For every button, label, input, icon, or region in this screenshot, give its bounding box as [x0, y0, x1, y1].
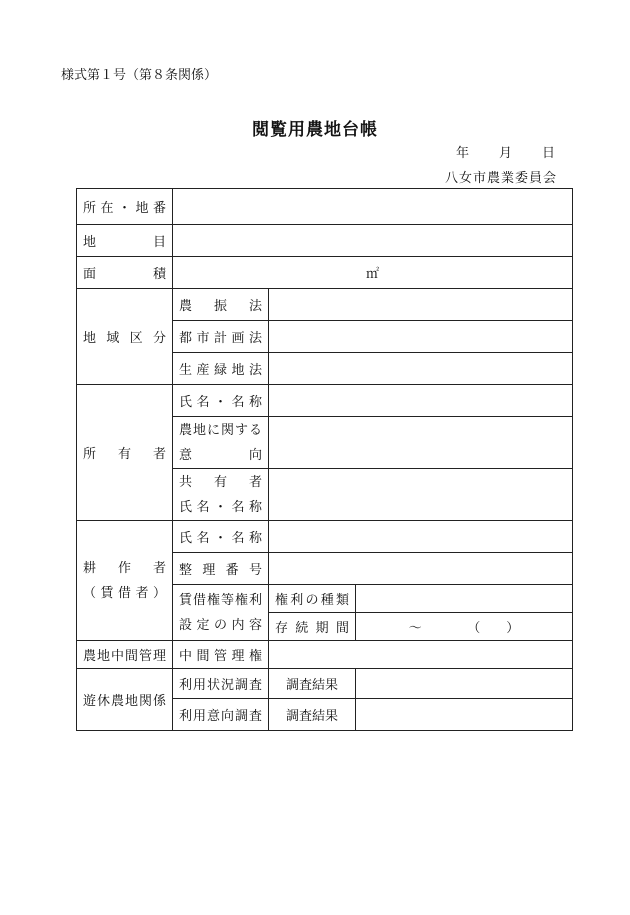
- value-owner-name[interactable]: [269, 385, 573, 417]
- label-cultivator-ref: 整理番号: [173, 553, 269, 585]
- label-zoning-agri: 農振法: [173, 289, 269, 321]
- value-cultivator-ref[interactable]: [269, 553, 573, 585]
- value-co-owner[interactable]: [269, 469, 573, 521]
- value-zoning-city[interactable]: [269, 321, 573, 353]
- label-usage-result: 調査結果: [269, 669, 356, 699]
- label-owner-intent: [173, 417, 269, 469]
- label-cultivator: [77, 521, 173, 641]
- value-intermediary[interactable]: [269, 641, 573, 669]
- row-cultivator-name: [77, 521, 573, 553]
- value-right-type[interactable]: [356, 585, 573, 613]
- cultivator-line-1: 耕 作 者: [83, 560, 166, 576]
- lease-line-1: 賃借権等権利: [179, 592, 262, 608]
- label-zoning-green: 生産緑地法: [173, 353, 269, 385]
- row-area: [77, 257, 573, 289]
- label-period: 存続期間: [269, 613, 356, 641]
- value-owner-intent[interactable]: [269, 417, 573, 469]
- label-intent-survey: 利用意向調査: [173, 699, 269, 731]
- label-area: 面 積: [77, 257, 173, 289]
- label-usage-survey: 利用状況調査: [173, 669, 269, 699]
- owner-intent-line-1: 農地に関する: [179, 422, 262, 438]
- label-intermediary-right: 中間管理権: [173, 641, 269, 669]
- form-number: 様式第１号（第８条関係）: [61, 68, 218, 83]
- label-land-category: 地 目: [77, 225, 173, 257]
- row-idle-usage: [77, 669, 573, 699]
- row-intermediary: [77, 641, 573, 669]
- label-zoning: 地域区分: [77, 289, 173, 385]
- label-right-type: 権利の種類: [269, 585, 356, 613]
- value-intent-result[interactable]: [356, 699, 573, 731]
- label-owner-name: 氏名・名称: [173, 385, 269, 417]
- label-co-owner: [173, 469, 269, 521]
- date-day: 日: [541, 146, 555, 161]
- date-line: [456, 142, 555, 161]
- label-location: 所在・地番: [77, 189, 173, 225]
- row-owner-name: [77, 385, 573, 417]
- lease-line-2: 設定の内容: [179, 617, 262, 633]
- value-area[interactable]: [173, 257, 573, 289]
- row-land-category: [77, 225, 573, 257]
- row-zoning-1: [77, 289, 573, 321]
- value-land-category[interactable]: [173, 225, 573, 257]
- co-owner-line-1: 共 有 者: [179, 474, 262, 490]
- label-cultivator-name: 氏名・名称: [173, 521, 269, 553]
- label-intent-result: 調査結果: [269, 699, 356, 731]
- document-title: 閲覧用農地台帳: [252, 120, 378, 140]
- label-zoning-city: 都市計画法: [173, 321, 269, 353]
- date-year: 年: [455, 146, 469, 161]
- label-intermediary: 農地中間管理: [77, 641, 173, 669]
- value-period[interactable]: ～ （ ）: [356, 613, 573, 641]
- label-lease: [173, 585, 269, 641]
- row-location: [77, 189, 573, 225]
- register-table: [76, 188, 573, 731]
- owner-intent-line-2: 意 向: [179, 447, 262, 463]
- co-owner-line-2: 氏名・名称: [179, 499, 262, 515]
- label-owner: 所有者: [77, 385, 173, 521]
- issuer: 八女市農業委員会: [444, 171, 557, 186]
- value-zoning-agri[interactable]: [269, 289, 573, 321]
- date-month: 月: [498, 146, 512, 161]
- area-unit: ㎡: [365, 267, 379, 282]
- cultivator-line-2: （賃借者）: [83, 585, 166, 601]
- value-zoning-green[interactable]: [269, 353, 573, 385]
- label-idle: 遊休農地関係: [77, 669, 173, 731]
- value-cultivator-name[interactable]: [269, 521, 573, 553]
- value-location[interactable]: [173, 189, 573, 225]
- value-usage-result[interactable]: [356, 669, 573, 699]
